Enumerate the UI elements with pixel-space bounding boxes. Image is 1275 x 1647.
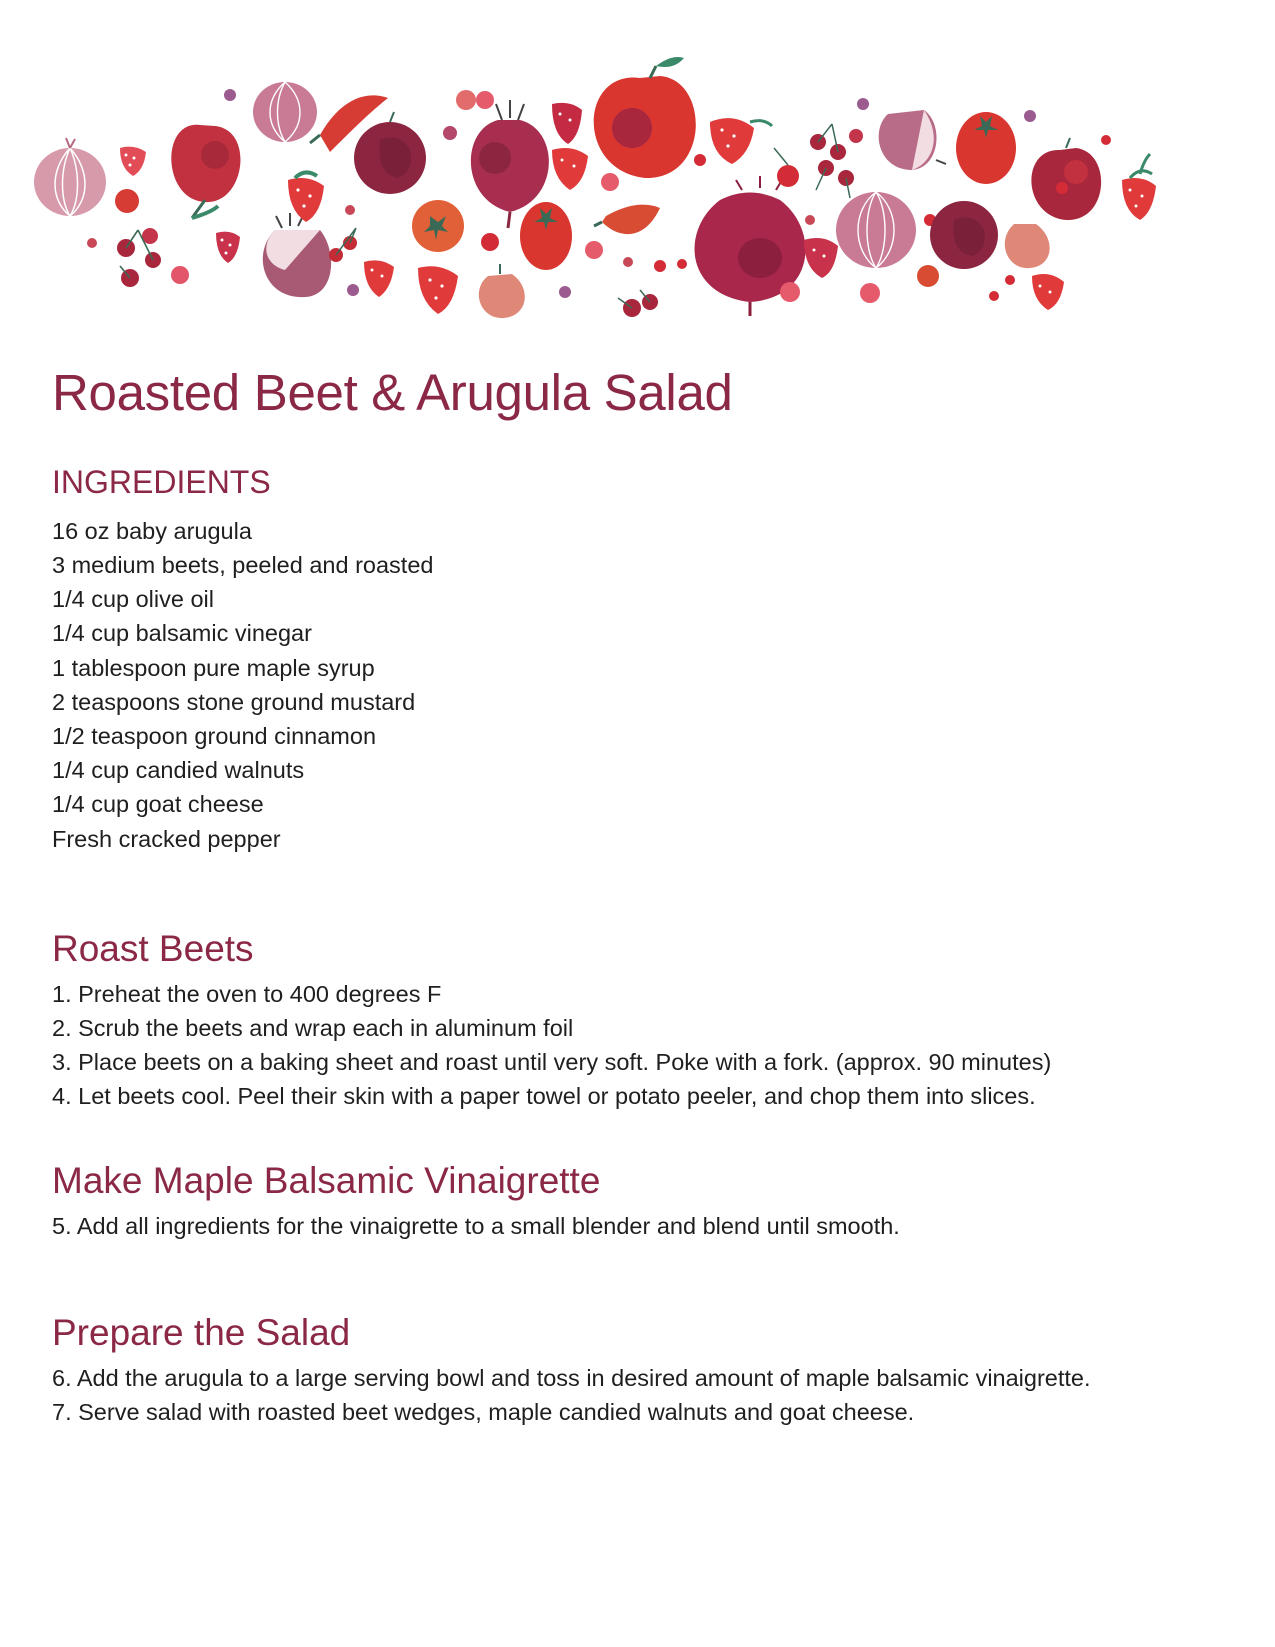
roast-beets-section — [52, 928, 1051, 1113]
tomato-icon — [115, 189, 139, 213]
berry-icon — [677, 259, 687, 269]
ingredient-item: 3 medium beets, peeled and roasted — [52, 552, 434, 578]
cherries-icon — [618, 290, 658, 317]
berry-icon — [1056, 182, 1068, 194]
ingredients-section — [52, 464, 433, 856]
berry-icon — [345, 205, 355, 215]
steps-list — [52, 1209, 900, 1243]
berry-icon — [654, 260, 666, 272]
apple-icon — [594, 57, 696, 178]
berry-icon — [694, 154, 706, 166]
plum-icon — [930, 201, 998, 269]
berry-icon — [559, 286, 571, 298]
vinaigrette-section — [52, 1160, 900, 1243]
apple-icon — [171, 125, 240, 218]
plum-icon — [354, 112, 426, 194]
berry-icon — [989, 291, 999, 301]
steps-list — [52, 977, 1051, 1114]
recipe-title: Roasted Beet & Arugula Salad — [52, 364, 733, 421]
tomato-icon — [520, 202, 572, 270]
turnip-icon — [263, 213, 331, 297]
radish-icon — [879, 110, 946, 170]
berry-icon — [87, 238, 97, 248]
step-item: 4. Let beets cool. Peel their skin with a paper towel or potato peeler, and chop them into slices. — [52, 1083, 1036, 1110]
produce-illustration — [20, 40, 1255, 340]
step-item: 3. Place beets on a baking sheet and roast until very soft. Poke with a fork. (approx. 90 minutes) — [52, 1048, 1052, 1075]
ingredient-item: 1 tablespoon pure maple syrup — [52, 654, 375, 681]
ingredients-heading: INGREDIENTS — [52, 464, 271, 500]
section-heading: Make Maple Balsamic Vinaigrette — [52, 1160, 601, 1201]
strawberry-icon — [216, 232, 240, 263]
cherries-icon — [810, 124, 863, 198]
strawberry-icon — [804, 238, 838, 278]
berry-icon — [347, 284, 359, 296]
ingredient-item: Fresh cracked pepper — [52, 825, 281, 852]
berry-icon — [857, 98, 869, 110]
onion-icon — [34, 138, 106, 216]
raspberry-icon — [601, 173, 619, 191]
raspberry-icon — [780, 282, 800, 302]
section-heading: Roast Beets — [52, 928, 254, 969]
ingredient-item: 1/4 cup balsamic vinegar — [52, 620, 312, 647]
strawberry-icon — [710, 118, 772, 164]
tomato-icon — [412, 200, 464, 252]
raspberry-icon — [456, 90, 476, 110]
step-item: 7. Serve salad with roasted beet wedges, maple candied walnuts and goat cheese. — [52, 1398, 915, 1425]
strawberry-icon — [120, 147, 146, 176]
raspberry-icon — [171, 266, 189, 284]
onion-icon — [253, 82, 317, 142]
cherries-icon — [117, 228, 161, 287]
ingredients-list — [52, 514, 433, 856]
strawberry-icon — [288, 172, 324, 222]
onion-icon — [836, 192, 916, 268]
raspberry-icon — [585, 241, 603, 259]
physalis-icon — [1005, 224, 1050, 268]
berry-icon — [443, 126, 457, 140]
section-heading: Prepare the Salad — [52, 1312, 351, 1353]
ingredient-item: 1/4 cup olive oil — [52, 586, 214, 613]
ingredient-item: 1/2 teaspoon ground cinnamon — [52, 723, 377, 750]
berry-icon — [805, 215, 815, 225]
step-item: 5. Add all ingredients for the vinaigrette to a small blender and blend until smooth. — [52, 1212, 900, 1239]
strawberry-icon — [552, 103, 582, 144]
berry-icon — [1024, 110, 1036, 122]
raspberry-icon — [476, 91, 494, 109]
tomato-icon — [917, 265, 939, 287]
raspberry-icon — [860, 283, 880, 303]
berry-icon — [623, 257, 633, 267]
step-item: 6. Add the arugula to a large serving bowl and toss in desired amount of maple balsamic vinaigrette. — [52, 1364, 1091, 1391]
apple-icon — [1031, 138, 1101, 220]
strawberry-icon — [1032, 274, 1064, 310]
step-item: 1. Preheat the oven to 400 degrees F — [52, 980, 442, 1007]
strawberry-icon — [364, 260, 394, 297]
tomato-icon — [956, 112, 1016, 184]
berry-icon — [1101, 135, 1111, 145]
ingredient-item: 16 oz baby arugula — [52, 517, 252, 544]
cherry-icon — [481, 233, 499, 251]
cherry-icon — [774, 148, 799, 187]
steps-list — [52, 1361, 1091, 1429]
ingredient-item: 2 teaspoons stone ground mustard — [52, 688, 416, 715]
step-item: 2. Scrub the beets and wrap each in aluminum foil — [52, 1014, 574, 1041]
cherries-icon — [329, 228, 357, 262]
strawberry-icon — [1122, 154, 1156, 220]
strawberry-icon — [418, 266, 458, 314]
ingredient-item: 1/4 cup goat cheese — [52, 791, 264, 818]
ingredient-item: 1/4 cup candied walnuts — [52, 757, 305, 784]
produce-illustration-banner — [20, 40, 1255, 340]
berry-icon — [224, 89, 236, 101]
strawberry-icon — [552, 148, 588, 190]
physalis-icon — [479, 264, 525, 318]
prepare-salad-section — [52, 1312, 1091, 1429]
berry-icon — [1005, 275, 1015, 285]
chili-pepper-icon — [594, 205, 660, 234]
